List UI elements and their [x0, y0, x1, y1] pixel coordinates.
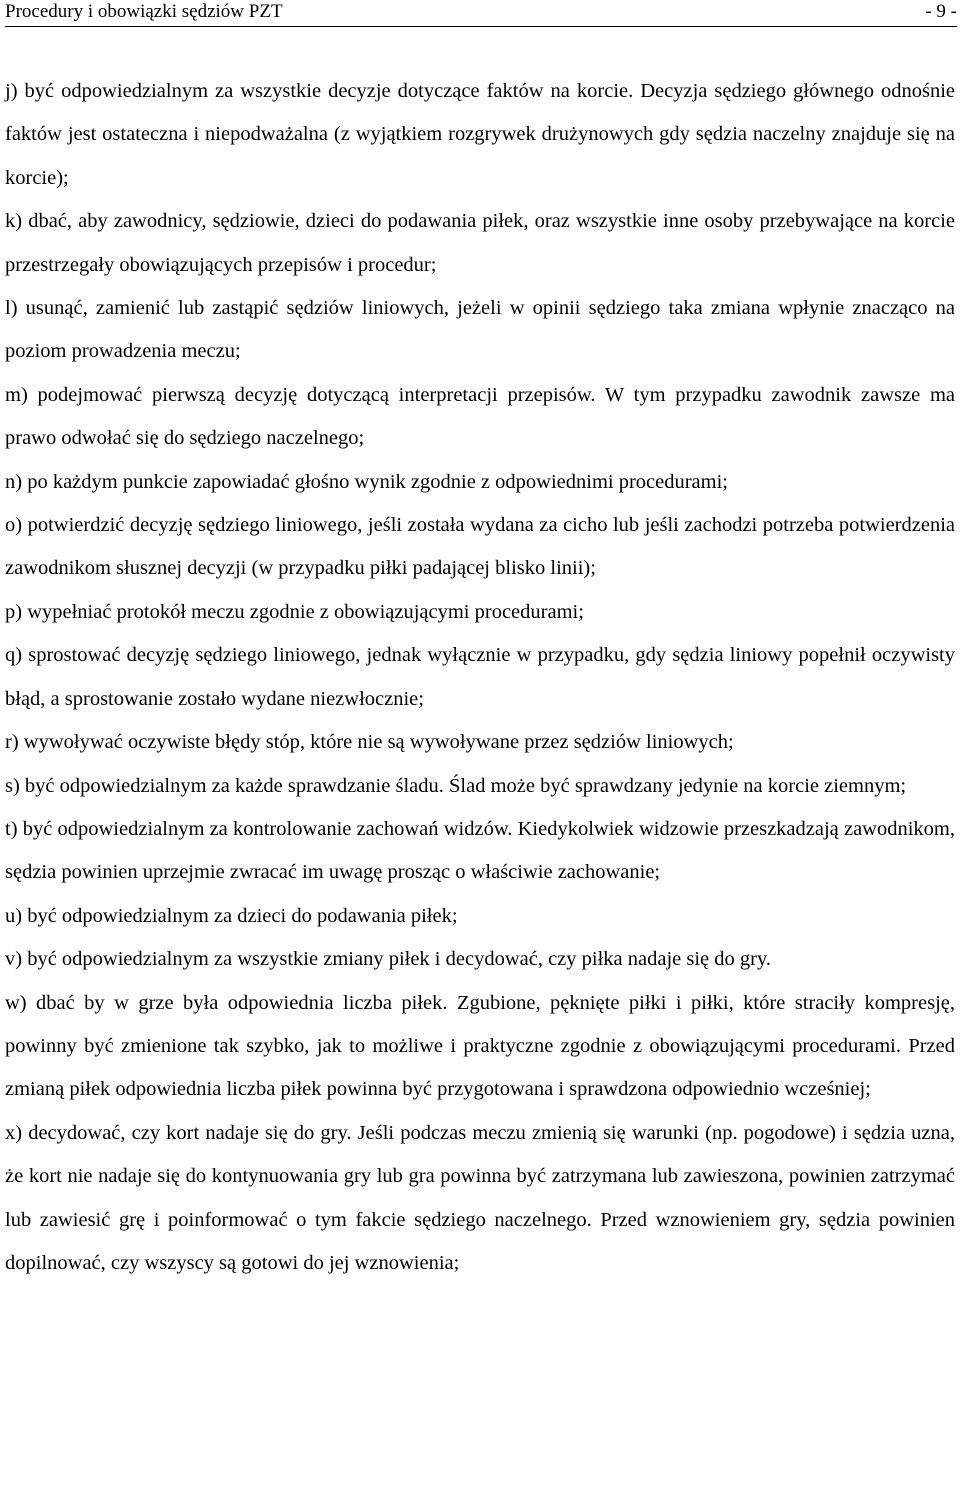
paragraph-j: j) być odpowiedzialnym za wszystkie decyzje dotyczące faktów na korcie. Decyzja sędziego głównego odnośnie faktów jest ostateczna i niepodważalna (z wyjątkiem rozgrywek drużynowych gdy sędzia naczelny znajduje się na korcie);: [5, 80, 955, 189]
paragraph-o: o) potwierdzić decyzję sędziego liniowego, jeśli została wydana za cicho lub jeśli zachodzi potrzeba potwierdzenia zawodnikom słusznej decyzji (w przypadku piłki padającej blisko linii);: [5, 514, 955, 580]
paragraph-w: w) dbać by w grze była odpowiednia liczba piłek. Zgubione, pęknięte piłki i piłki, które straciły kompresję, powinny być zmienione tak szybko, jak to możliwe i praktyczne zgodnie z obowiązującymi procedurami. Przed zmianą piłek odpowiednia liczba piłek powinna być przygotowana i sprawdzona odpowiednio wcześniej;: [5, 991, 955, 1101]
paragraph-q: q) sprostować decyzję sędziego liniowego, jednak wyłącznie w przypadku, gdy sędzia liniowy popełnił oczywisty błąd, a sprostowanie zostało wydane niezwłocznie;: [5, 644, 955, 710]
document-body: [5, 70, 955, 1285]
paragraph-p: p) wypełniać protokół meczu zgodnie z obowiązującymi procedurami;: [5, 600, 584, 623]
paragraph-s: s) być odpowiedzialnym za każde sprawdzanie śladu. Ślad może być sprawdzany jedynie na korcie ziemnym;: [5, 774, 907, 797]
paragraph-n: n) po każdym punkcie zapowiadać głośno wynik zgodnie z odpowiednimi procedurami;: [5, 470, 728, 493]
paragraph-m: m) podejmować pierwszą decyzję dotyczącą interpretacji przepisów. W tym przypadku zawodnik zawsze ma prawo odwołać się do sędziego naczelnego;: [5, 383, 955, 450]
page-header: [5, 0, 957, 27]
paragraph-k: k) dbać, aby zawodnicy, sędziowie, dzieci do podawania piłek, oraz wszystkie inne osoby przebywające na korcie przestrzegały obowiązujących przepisów i procedur;: [5, 210, 955, 276]
document-title: Procedury i obowiązki sędziów PZT: [5, 1, 283, 22]
paragraph-l: l) usunąć, zamienić lub zastąpić sędziów liniowych, jeżeli w opinii sędziego taka zmiana wpłynie znacząco na poziom prowadzenia meczu;: [5, 297, 955, 363]
paragraph-t: t) być odpowiedzialnym za kontrolowanie zachowań widzów. Kiedykolwiek widzowie przeszkadzają zawodnikom, sędzia powinien uprzejmie zwracać im uwagę prosząc o właściwie zachowanie;: [5, 817, 955, 884]
paragraph-r: r) wywoływać oczywiste błędy stóp, które nie są wywoływane przez sędziów liniowych;: [5, 731, 734, 754]
page-number: - 9 -: [925, 1, 957, 22]
paragraph-u: u) być odpowiedzialnym za dzieci do podawania piłek;: [5, 904, 458, 927]
paragraph-v: v) być odpowiedzialnym za wszystkie zmiany piłek i decydować, czy piłka nadaje się do gry.: [5, 948, 772, 971]
paragraph-x: x) decydować, czy kort nadaje się do gry. Jeśli podczas meczu zmienią się warunki (np. pogodowe) i sędzia uzna, że kort nie nadaje się do kontynuowania gry lub gra powinna być zatrzymana lub zawieszona, powinien zatrzymać lub zawiesić grę i poinformować o tym fakcie sędziego naczelnego. Przed wznowieniem gry, sędzia powinien dopilnować, czy wszyscy są gotowi do jej wznowienia;: [5, 1121, 955, 1274]
